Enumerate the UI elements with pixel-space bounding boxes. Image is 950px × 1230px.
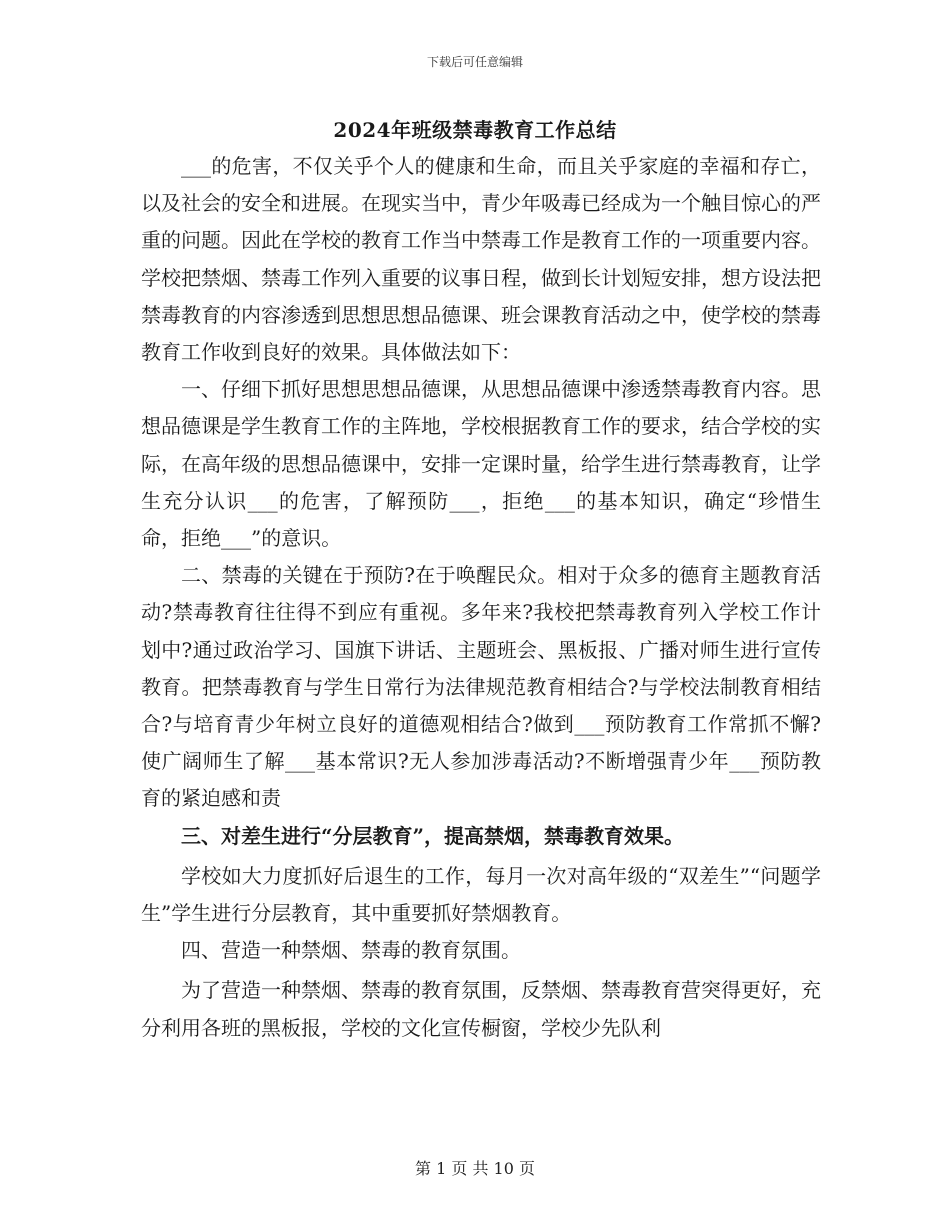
- document-title: 2024年班级禁毒教育工作总结: [333, 118, 617, 142]
- paragraph-section-2: 二、禁毒的关键在于预防?在于唤醒民众。相对于众多的德育主题教育活动?禁毒教育往往得不到应有重视。多年来?我校把禁毒教育列入学校工作计划中?通过政治学习、国旗下讲话、主题班会、黑板报、广播对师生进行宣传教育。把禁毒教育与学生日常行为法律规范教育相结合?与学校法制教育相结合?与培育青少年树立良好的道德观相结合?做到___预防教育工作常抓不懈?使广阔师生了解___基本常识?无人参加涉毒活动?不断增强青少年___预防教育的紧迫感和责: [141, 563, 821, 811]
- paragraph-section-3: 学校如大力度抓好后退生的工作，每月一次对高年级的“双差生”“问题学生”学生进行分层教育，其中重要抓好禁烟教育。: [141, 863, 821, 926]
- paragraph-section-4: 为了营造一种禁烟、禁毒的教育氛围，反禁烟、禁毒教育营突得更好，充分利用各班的黑板报，学校的文化宣传橱窗，学校少先队利: [141, 978, 821, 1040]
- paragraph-intro: ___的危害，不仅关乎个人的健康和生命，而且关乎家庭的幸福和存亡，以及社会的安全和进展。在现实当中，青少年吸毒已经成为一个触目惊心的严重的问题。因此在学校的教育工作当中禁毒工作是教育工作的一项重要内容。学校把禁烟、禁毒工作列入重要的议事日程，做到长计划短安排，想方设法把禁毒教育的内容渗透到思想思想品德课、班会课教育活动之中，使学校的禁毒教育工作收到良好的效果。具体做法如下：: [141, 154, 821, 365]
- paragraph-section-1: 一、仔细下抓好思想思想品德课，从思想品德课中渗透禁毒教育内容。思想品德课是学生教育工作的主阵地，学校根据教育工作的要求，结合学校的实际，在高年级的思想品德课中，安排一定课时量，给学生进行禁毒教育，让学生充分认识___的危害，了解预防___，拒绝___的基本知识，确定“珍惜生命，拒绝___”的意识。: [141, 377, 821, 551]
- header-note: 下载后可任意编辑: [426, 55, 523, 69]
- heading-section-4: 四、营造一种禁烟、禁毒的教育氛围。: [181, 938, 521, 963]
- page-number-footer: 第 1 页 共 10 页: [415, 1159, 535, 1178]
- heading-section-3: 三、对差生进行“分层教育”，提高禁烟，禁毒教育效果。: [181, 823, 685, 848]
- document-body: [141, 148, 821, 1047]
